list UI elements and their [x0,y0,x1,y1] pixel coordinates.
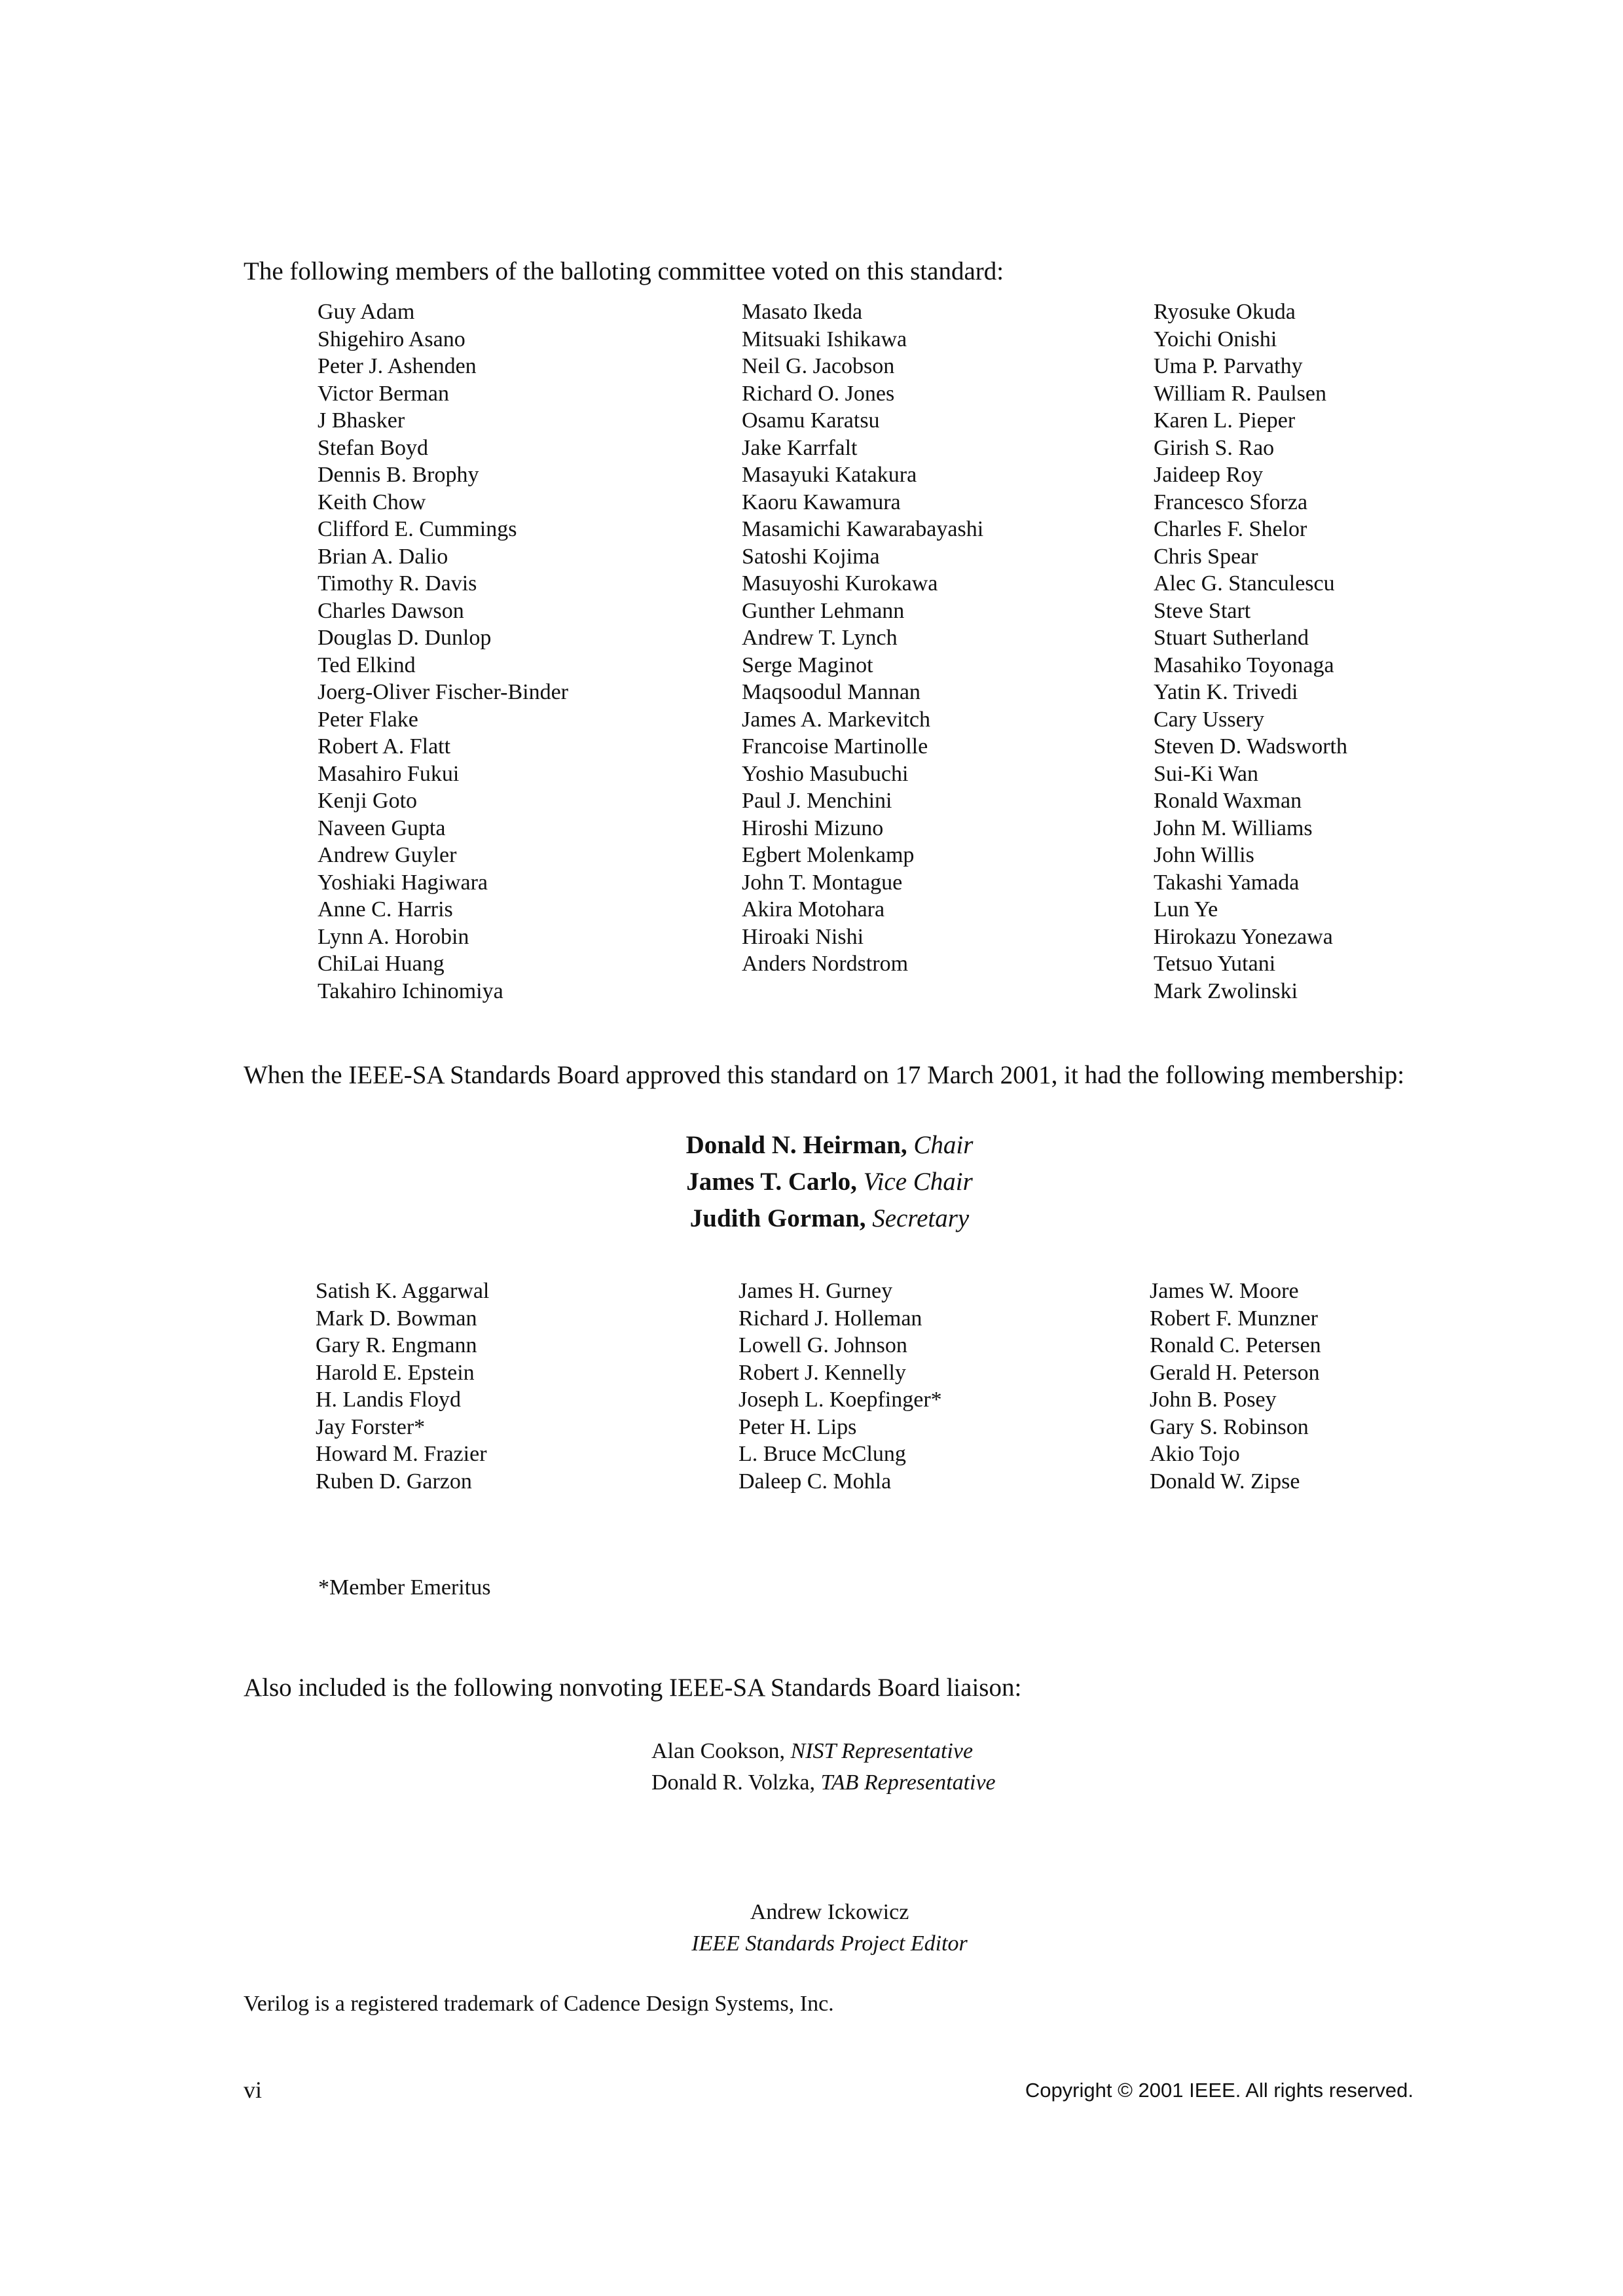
board-intro: When the IEEE-SA Standards Board approved this standard on 17 March 2001, it had the following membership: [244,1061,1405,1089]
liaison-nist: Alan Cookson, NIST Representative [651,1739,974,1763]
member-name: Jaideep Roy [1154,463,1264,487]
member-name: James A. Markevitch [742,707,930,732]
member-name: ChiLai Huang [318,952,445,976]
member-name: Robert J. Kennelly [739,1360,906,1385]
member-name: Ruben D. Garzon [316,1469,472,1494]
member-name: Donald W. Zipse [1150,1469,1300,1494]
member-name: Paul J. Menchini [742,789,892,813]
member-name: Jay Forster* [316,1414,426,1439]
member-name: Egbert Molenkamp [742,843,915,867]
member-name: H. Landis Floyd [316,1388,461,1412]
member-name: Cary Ussery [1154,707,1265,732]
member-name: Howard M. Frazier [316,1442,487,1466]
member-name: Dennis B. Brophy [318,463,479,487]
officer-secretary: Judith Gorman, Secretary [689,1204,970,1232]
member-name: Alec G. Stanculescu [1154,571,1335,596]
officer-chair: Donald N. Heirman, Chair [685,1131,974,1159]
liaison-tab: Donald R. Volzka, TAB Representative [651,1770,996,1795]
member-name: Steve Start [1154,598,1251,623]
liaison-list [651,1736,996,1799]
member-name: Maqsoodul Mannan [742,680,921,704]
member-name: Peter H. Lips [739,1414,857,1439]
ballot-column-3 [1154,298,1347,1005]
member-name: Guy Adam [318,300,415,324]
member-name: Masato Ikeda [742,300,863,324]
member-name: Yoshiaki Hagiwara [318,870,488,895]
member-name: Douglas D. Dunlop [318,626,492,650]
project-editor [244,1897,1415,1960]
member-name: Masahiko Toyonaga [1154,653,1334,677]
member-name: Joerg-Oliver Fischer-Binder [318,680,568,704]
member-name: John Willis [1154,843,1254,867]
member-name: Stuart Sutherland [1154,626,1309,650]
emeritus-note: *Member Emeritus [318,1575,491,1600]
member-name: Charles F. Shelor [1154,517,1307,541]
member-name: Anders Nordstrom [742,952,909,976]
board-column-1 [316,1278,489,1495]
member-name: Hiroaki Nishi [742,924,864,949]
member-name: Brian A. Dalio [318,544,448,569]
member-name: Ted Elkind [318,653,416,677]
officer-vice-chair: James T. Carlo, Vice Chair [686,1168,973,1196]
member-name: Francoise Martinolle [742,734,928,759]
member-name: Akio Tojo [1150,1442,1240,1466]
ballot-column-2 [742,298,983,978]
member-name: James H. Gurney [739,1279,893,1303]
member-name: Clifford E. Cummings [318,517,517,541]
member-name: John M. Williams [1154,816,1313,840]
member-name: John B. Posey [1150,1388,1277,1412]
ballot-intro: The following members of the balloting committee voted on this standard: [244,257,1004,285]
member-name: Timothy R. Davis [318,571,477,596]
member-name: Karen L. Pieper [1154,408,1296,433]
member-name: Hirokazu Yonezawa [1154,924,1333,949]
member-name: Ronald C. Petersen [1150,1333,1321,1357]
member-name: Satish K. Aggarwal [316,1279,490,1303]
member-name: Hiroshi Mizuno [742,816,884,840]
member-name: Girish S. Rao [1154,435,1275,460]
member-name: Lun Ye [1154,897,1218,922]
member-name: Victor Berman [318,381,449,406]
member-name: Charles Dawson [318,598,464,623]
member-name: Jake Karrfalt [742,435,858,460]
member-name: Masamichi Kawarabayashi [742,517,984,541]
member-name: Richard J. Holleman [739,1306,922,1331]
member-name: Satoshi Kojima [742,544,880,569]
member-name: Keith Chow [318,490,426,514]
member-name: Mark Zwolinski [1154,978,1298,1003]
member-name: Gerald H. Peterson [1150,1360,1320,1385]
trademark-notice: Verilog is a registered trademark of Cadence Design Systems, Inc. [244,1992,834,2016]
board-column-3 [1150,1278,1321,1495]
member-name: Daleep C. Mohla [739,1469,892,1494]
member-name: Ryosuke Okuda [1154,300,1296,324]
member-name: John T. Montague [742,870,903,895]
member-name: Joseph L. Koepfinger* [739,1388,942,1412]
member-name: Richard O. Jones [742,381,895,406]
member-name: Shigehiro Asano [318,327,465,351]
member-name: Yatin K. Trivedi [1154,680,1298,704]
member-name: Gunther Lehmann [742,598,905,623]
member-name: Andrew T. Lynch [742,626,898,650]
member-name: Francesco Sforza [1154,490,1308,514]
member-name: Yoichi Onishi [1154,327,1277,351]
member-name: Masayuki Katakura [742,463,917,487]
page-number: vi [244,2077,263,2103]
copyright-notice: Copyright © 2001 IEEE. All rights reserved. [1025,2079,1413,2102]
ballot-column-1 [318,298,568,1005]
member-name: Peter Flake [318,707,418,732]
member-name: Uma P. Parvathy [1154,354,1303,378]
member-name: Peter J. Ashenden [318,354,477,378]
member-name: Chris Spear [1154,544,1258,569]
member-name: Mitsuaki Ishikawa [742,327,907,351]
member-name: Robert A. Flatt [318,734,451,759]
member-name: Takashi Yamada [1154,870,1300,895]
member-name: Sui-Ki Wan [1154,761,1259,786]
member-name: Lowell G. Johnson [739,1333,907,1357]
member-name: Lynn A. Horobin [318,924,469,949]
member-name: Osamu Karatsu [742,408,880,433]
member-name: Tetsuo Yutani [1154,952,1276,976]
member-name: J Bhasker [318,408,405,433]
member-name: Stefan Boyd [318,435,429,460]
board-officers [244,1127,1415,1237]
member-name: Serge Maginot [742,653,873,677]
member-name: Andrew Guyler [318,843,457,867]
liaison-intro: Also included is the following nonvoting IEEE-SA Standards Board liaison: [244,1674,1022,1702]
member-name: Naveen Gupta [318,816,446,840]
member-name: William R. Paulsen [1154,381,1326,406]
member-name: Yoshio Masubuchi [742,761,909,786]
member-name: Kaoru Kawamura [742,490,901,514]
member-name: Mark D. Bowman [316,1306,477,1331]
member-name: Robert F. Munzner [1150,1306,1318,1331]
member-name: Kenji Goto [318,789,418,813]
member-name: L. Bruce McClung [739,1442,906,1466]
editor-title: IEEE Standards Project Editor [691,1931,968,1956]
member-name: Harold E. Epstein [316,1360,475,1385]
member-name: Ronald Waxman [1154,789,1302,813]
member-name: Masahiro Fukui [318,761,460,786]
member-name: Neil G. Jacobson [742,354,895,378]
member-name: Masuyoshi Kurokawa [742,571,938,596]
member-name: Anne C. Harris [318,897,453,922]
member-name: James W. Moore [1150,1279,1299,1303]
editor-name: Andrew Ickowicz [750,1900,909,1924]
member-name: Steven D. Wadsworth [1154,734,1347,759]
member-name: Takahiro Ichinomiya [318,978,503,1003]
member-name: Gary R. Engmann [316,1333,477,1357]
member-name: Gary S. Robinson [1150,1414,1309,1439]
board-column-2 [739,1278,942,1495]
member-name: Akira Motohara [742,897,885,922]
